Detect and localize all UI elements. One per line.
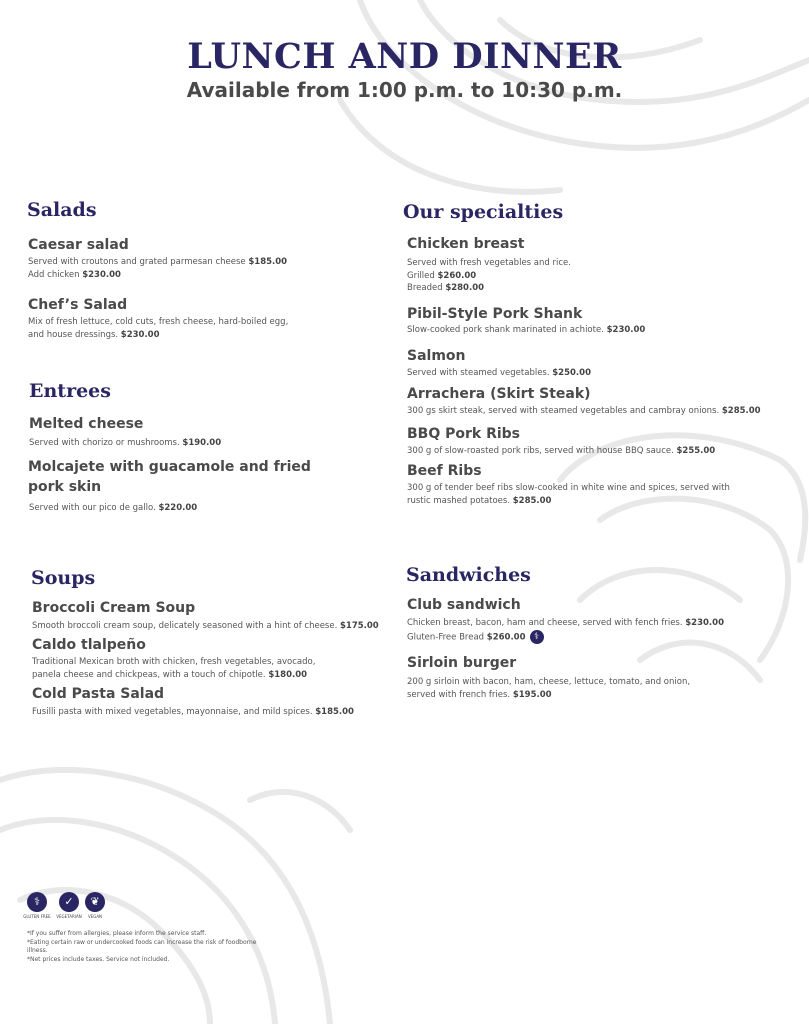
sirloin-burger-name: Sirloin burger — [407, 655, 517, 671]
section-sandwiches-heading: Sandwiches — [406, 564, 531, 586]
wheat-icon: ⚕ — [530, 630, 544, 644]
cold-pasta-desc: Fusilli pasta with mixed vegetables, mayonnaise, and mild spices. $185.00 — [32, 707, 354, 717]
pibil-name: Pibil-Style Pork Shank — [407, 306, 583, 322]
legend-vegetarian: ✓ VEGETARIAN — [59, 892, 84, 919]
melted-cheese-name: Melted cheese — [29, 416, 144, 432]
beef-ribs-desc: 300 g of tender beef ribs slow-cooked in white wine and spices, served with rustic mashed potatoes. $285.00 — [407, 483, 730, 506]
molcajete-desc: Served with our pico de gallo. $220.00 — [29, 503, 198, 513]
molcajete-name: Molcajete with guacamole and fried pork skin — [28, 459, 311, 495]
bbq-ribs-desc: 300 g of slow-roasted pork ribs, served with house BBQ sauce. $255.00 — [407, 446, 716, 456]
beef-ribs-name: Beef Ribs — [407, 463, 482, 479]
note-raw-food: *Eating certain raw or undercooked foods can increase the risk of foodborne illness. — [27, 938, 257, 954]
v-check-icon: ✓ — [59, 892, 79, 912]
melted-cheese-desc: Served with chorizo or mushrooms. $190.00 — [29, 438, 222, 448]
footer-notes — [27, 930, 257, 964]
page-title: LUNCH AND DINNER — [187, 36, 622, 77]
caesar-salad-name: Caesar salad — [28, 237, 129, 253]
pibil-desc: Slow-cooked pork shank marinated in achiote. $230.00 — [407, 325, 646, 335]
arrachera-desc: 300 gs skirt steak, served with steamed vegetables and cambray onions. $285.00 — [407, 406, 761, 416]
section-specialties-heading: Our specialties — [403, 201, 564, 223]
section-soups-heading: Soups — [31, 567, 96, 589]
chicken-breast-desc: Served with fresh vegetables and rice. Grilled $260.00 Breaded $280.00 — [407, 258, 571, 293]
broccoli-soup-name: Broccoli Cream Soup — [32, 600, 196, 616]
chicken-breast-name: Chicken breast — [407, 236, 525, 252]
salmon-desc: Served with steamed vegetables. $250.00 — [407, 368, 591, 378]
caldo-name: Caldo tlalpeño — [32, 637, 146, 653]
club-sandwich-name: Club sandwich — [407, 597, 521, 613]
broccoli-soup-desc: Smooth broccoli cream soup, delicately seasoned with a hint of cheese. $175.00 — [32, 621, 379, 631]
section-salads-heading: Salads — [27, 199, 97, 221]
salmon-name: Salmon — [407, 348, 466, 364]
arrachera-name: Arrachera (Skirt Steak) — [407, 386, 591, 402]
note-taxes: *Net prices include taxes. Service not included. — [27, 955, 170, 963]
section-entrees-heading: Entrees — [29, 380, 111, 402]
sirloin-burger-desc: 200 g sirloin with bacon, ham, cheese, lettuce, tomato, and onion, served with french fries. $195.00 — [407, 677, 691, 700]
wheat-icon: ⚕ — [27, 892, 47, 912]
note-allergies: *If you suffer from allergies, please inform the service staff. — [27, 930, 207, 937]
caldo-desc: Traditional Mexican broth with chicken, fresh vegetables, avocado, panela cheese and chickpeas, with a touch of chipotle. $180.00 — [32, 657, 316, 680]
chef-salad-desc: Mix of fresh lettuce, cold cuts, fresh cheese, hard-boiled egg, and house dressings. $230.00 — [28, 317, 289, 340]
legend-gluten-free: ⚕ GLUTEN FREE — [27, 892, 52, 919]
club-sandwich-desc: Chicken breast, bacon, ham and cheese, served with fench fries. $230.00 Gluten-Free Bread $260.00 ⚕ — [407, 618, 724, 642]
cold-pasta-name: Cold Pasta Salad — [32, 686, 165, 702]
caesar-salad-desc: Served with croutons and grated parmesan cheese $185.00 Add chicken $230.00 — [28, 257, 288, 280]
page-subtitle: Available from 1:00 p.m. to 10:30 p.m. — [186, 78, 623, 102]
legend-vegan: ❦ VEGAN — [85, 892, 110, 919]
chef-salad-name: Chef’s Salad — [28, 297, 128, 313]
leaf-icon: ❦ — [85, 892, 105, 912]
bbq-ribs-name: BBQ Pork Ribs — [407, 426, 521, 442]
